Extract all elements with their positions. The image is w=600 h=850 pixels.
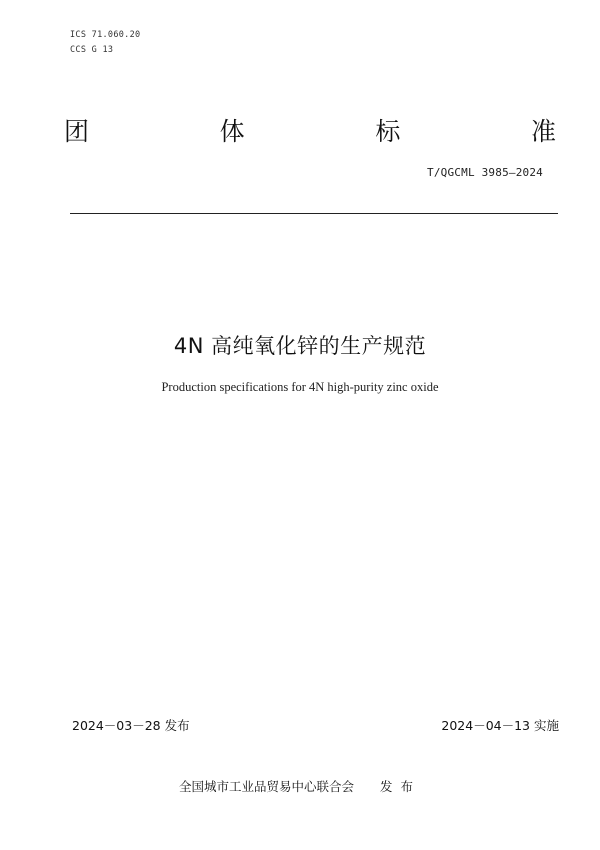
standard-type-char: 团 bbox=[64, 117, 90, 146]
issuer-line bbox=[0, 777, 600, 795]
standard-type-char: 体 bbox=[219, 117, 245, 146]
header-divider bbox=[70, 213, 558, 214]
standard-type-char: 标 bbox=[375, 117, 401, 146]
document-title-english: Production specifications for 4N high-purity zinc oxide bbox=[161, 380, 439, 394]
issuer-action: 发布 bbox=[380, 779, 422, 794]
ccs-code: CCS G 13 bbox=[70, 45, 114, 55]
publish-date: 2024－03－28 发布 bbox=[72, 718, 190, 733]
ics-code: ICS 71.060.20 bbox=[70, 30, 141, 40]
standard-type-heading bbox=[64, 112, 556, 148]
standard-number: T/QGCML 3985—2024 bbox=[427, 166, 543, 179]
issuer-name: 全国城市工业品贸易中心联合会 bbox=[178, 779, 354, 794]
standard-type-char: 准 bbox=[530, 117, 556, 146]
effective-date: 2024－04－13 实施 bbox=[441, 718, 559, 733]
document-title-chinese: 4N 高纯氧化锌的生产规范 bbox=[173, 334, 427, 358]
